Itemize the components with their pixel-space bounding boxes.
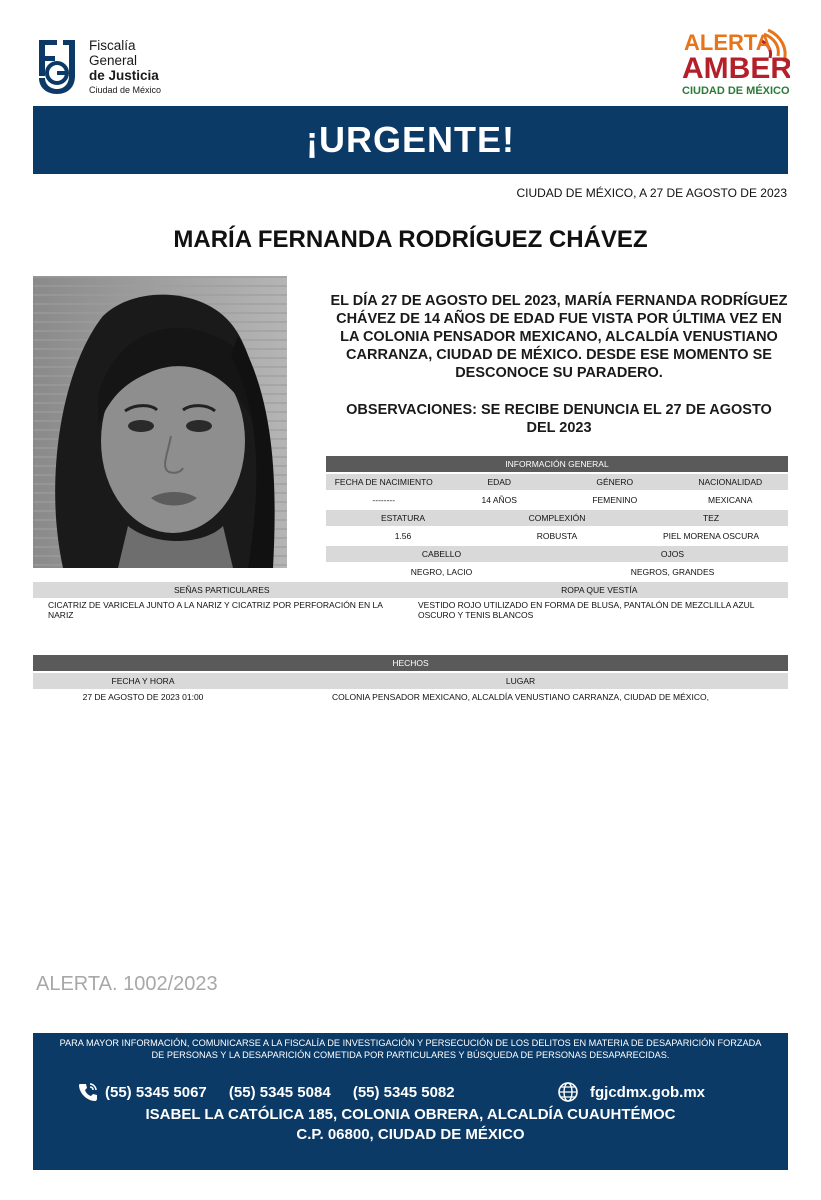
hechos-title: HECHOS: [392, 658, 429, 668]
v-fecha-hora: 27 DE AGOSTO DE 2023 01:00: [82, 692, 204, 702]
description-text: EL DÍA 27 DE AGOSTO DEL 2023, MARÍA FERNANDA RODRÍGUEZ CHÁVEZ DE 14 AÑOS DE EDAD FUE VISTA POR ÚLTIMA VEZ EN LA COLONIA PENSADOR MEXICANO, ALCALDÍA VENUSTIANO CARRANZA, CIUDAD DE MÉXICO. DESDE ESE MOMENTO SE DESCONOCE SU PARADERO.: [330, 293, 788, 381]
h-ojos: OJOS: [660, 549, 685, 559]
h-edad: EDAD: [487, 477, 512, 487]
address-line1: ISABEL LA CATÓLICA 185, COLONIA OBRERA, ALCALDÍA CUAUHTÉMOC: [145, 1106, 676, 1123]
phone-3[interactable]: (55) 5345 5082: [352, 1084, 455, 1101]
person-name: MARÍA FERNANDA RODRÍGUEZ CHÁVEZ: [173, 226, 648, 253]
v-nacionalidad: MEXICANA: [708, 495, 753, 505]
phone-icon: [78, 1082, 98, 1102]
address-line2: C.P. 06800, CIUDAD DE MÉXICO: [296, 1126, 525, 1143]
amber-line2: AMBER: [682, 52, 790, 85]
h-nacionalidad: NACIONALIDAD: [698, 477, 763, 487]
v-ropa: VESTIDO ROJO UTILIZADO EN FORMA DE BLUSA, PANTALÓN DE MEZCLILLA AZUL OSCURO Y TENIS BLANCOS: [418, 600, 755, 620]
hechos-values-row: [33, 690, 788, 704]
globe-icon: [557, 1081, 579, 1103]
fgj-line1: Fiscalía: [89, 38, 136, 53]
h-complexion: COMPLEXIÓN: [528, 513, 586, 523]
h-estatura: ESTATURA: [380, 513, 426, 523]
v-fecha-nac: --------: [372, 495, 396, 505]
info-row-headers-3: [326, 546, 788, 562]
website-link[interactable]: fgjcdmx.gob.mx: [590, 1084, 706, 1101]
h-senas: SEÑAS PARTICULARES: [173, 585, 270, 595]
phone-1[interactable]: (55) 5345 5067: [105, 1084, 207, 1101]
h-tez: TEZ: [702, 513, 720, 523]
senas-header-row: [33, 582, 788, 598]
amber-line3: CIUDAD DE MÉXICO: [682, 85, 790, 97]
date-line: CIUDAD DE MÉXICO, A 27 DE AGOSTO DE 2023: [516, 186, 787, 200]
h-genero: GÉNERO: [596, 477, 634, 487]
v-complexion: ROBUSTA: [536, 531, 578, 541]
fgj-line4: Ciudad de México: [89, 85, 162, 95]
info-general-title: INFORMACIÓN GENERAL: [505, 459, 609, 469]
h-fecha-nac: FECHA DE NACIMIENTO: [334, 477, 433, 487]
fgj-line3: de Justicia: [89, 68, 159, 83]
info-row-values-2: [326, 528, 788, 544]
amber-line1: ALERTA: [684, 30, 772, 55]
h-ropa: ROPA QUE VESTÍA: [561, 585, 638, 595]
v-edad: 14 AÑOS: [481, 495, 517, 505]
missing-person-photo: [33, 276, 287, 568]
fgj-line2: General: [89, 53, 138, 68]
v-cabello: NEGRO, LACIO: [410, 567, 473, 577]
info-row-values-1: [326, 492, 788, 508]
footer-info: PARA MAYOR INFORMACIÓN, COMUNICARSE A LA FISCALÍA DE INVESTIGACIÓN Y PERSECUCIÓN DE LOS DELITOS EN MATERIA DE DESAPARICIÓN FORZADA DE PERSONAS Y LA DESAPARICIÓN COMETIDA POR PARTICULARES Y BÚSQUEDA DE PERSONAS DESAPARECIDAS.: [59, 1038, 762, 1060]
hechos-headers-row: [33, 673, 788, 689]
info-row-values-3: [326, 564, 788, 580]
fgj-logo: [33, 36, 173, 100]
v-tez: PIEL MORENA OSCURA: [662, 531, 760, 541]
phone-list: [105, 1084, 473, 1101]
urgent-banner: [33, 106, 788, 174]
fgj-logo-icon: [33, 36, 81, 98]
alert-number: ALERTA. 1002/2023: [36, 973, 218, 995]
phone-2[interactable]: (55) 5345 5084: [228, 1084, 331, 1101]
contact-footer: [33, 1033, 788, 1170]
urgent-title: ¡URGENTE!: [306, 119, 515, 160]
v-genero: FEMENINO: [592, 495, 638, 505]
info-general-header: [326, 456, 788, 472]
observations-text: OBSERVACIONES: SE RECIBE DENUNCIA EL 27 DE AGOSTO DEL 2023: [346, 402, 772, 436]
v-senas: CICATRIZ DE VARICELA JUNTO A LA NARIZ Y CICATRIZ POR PERFORACIÓN EN LA NARIZ: [48, 600, 383, 620]
alerta-amber-logo-icon: [678, 28, 790, 102]
info-row-headers-1: [326, 474, 788, 490]
v-lugar: COLONIA PENSADOR MEXICANO, ALCALDÍA VENUSTIANO CARRANZA, CIUDAD DE MÉXICO,: [332, 692, 709, 702]
hechos-header: [33, 655, 788, 671]
v-ojos: NEGROS, GRANDES: [630, 567, 715, 577]
h-lugar: LUGAR: [505, 676, 536, 686]
info-row-headers-2: [326, 510, 788, 526]
alerta-amber-logo: [678, 28, 790, 102]
h-cabello: CABELLO: [421, 549, 462, 559]
h-fecha-hora: FECHA Y HORA: [111, 676, 175, 686]
v-estatura: 1.56: [394, 531, 412, 541]
